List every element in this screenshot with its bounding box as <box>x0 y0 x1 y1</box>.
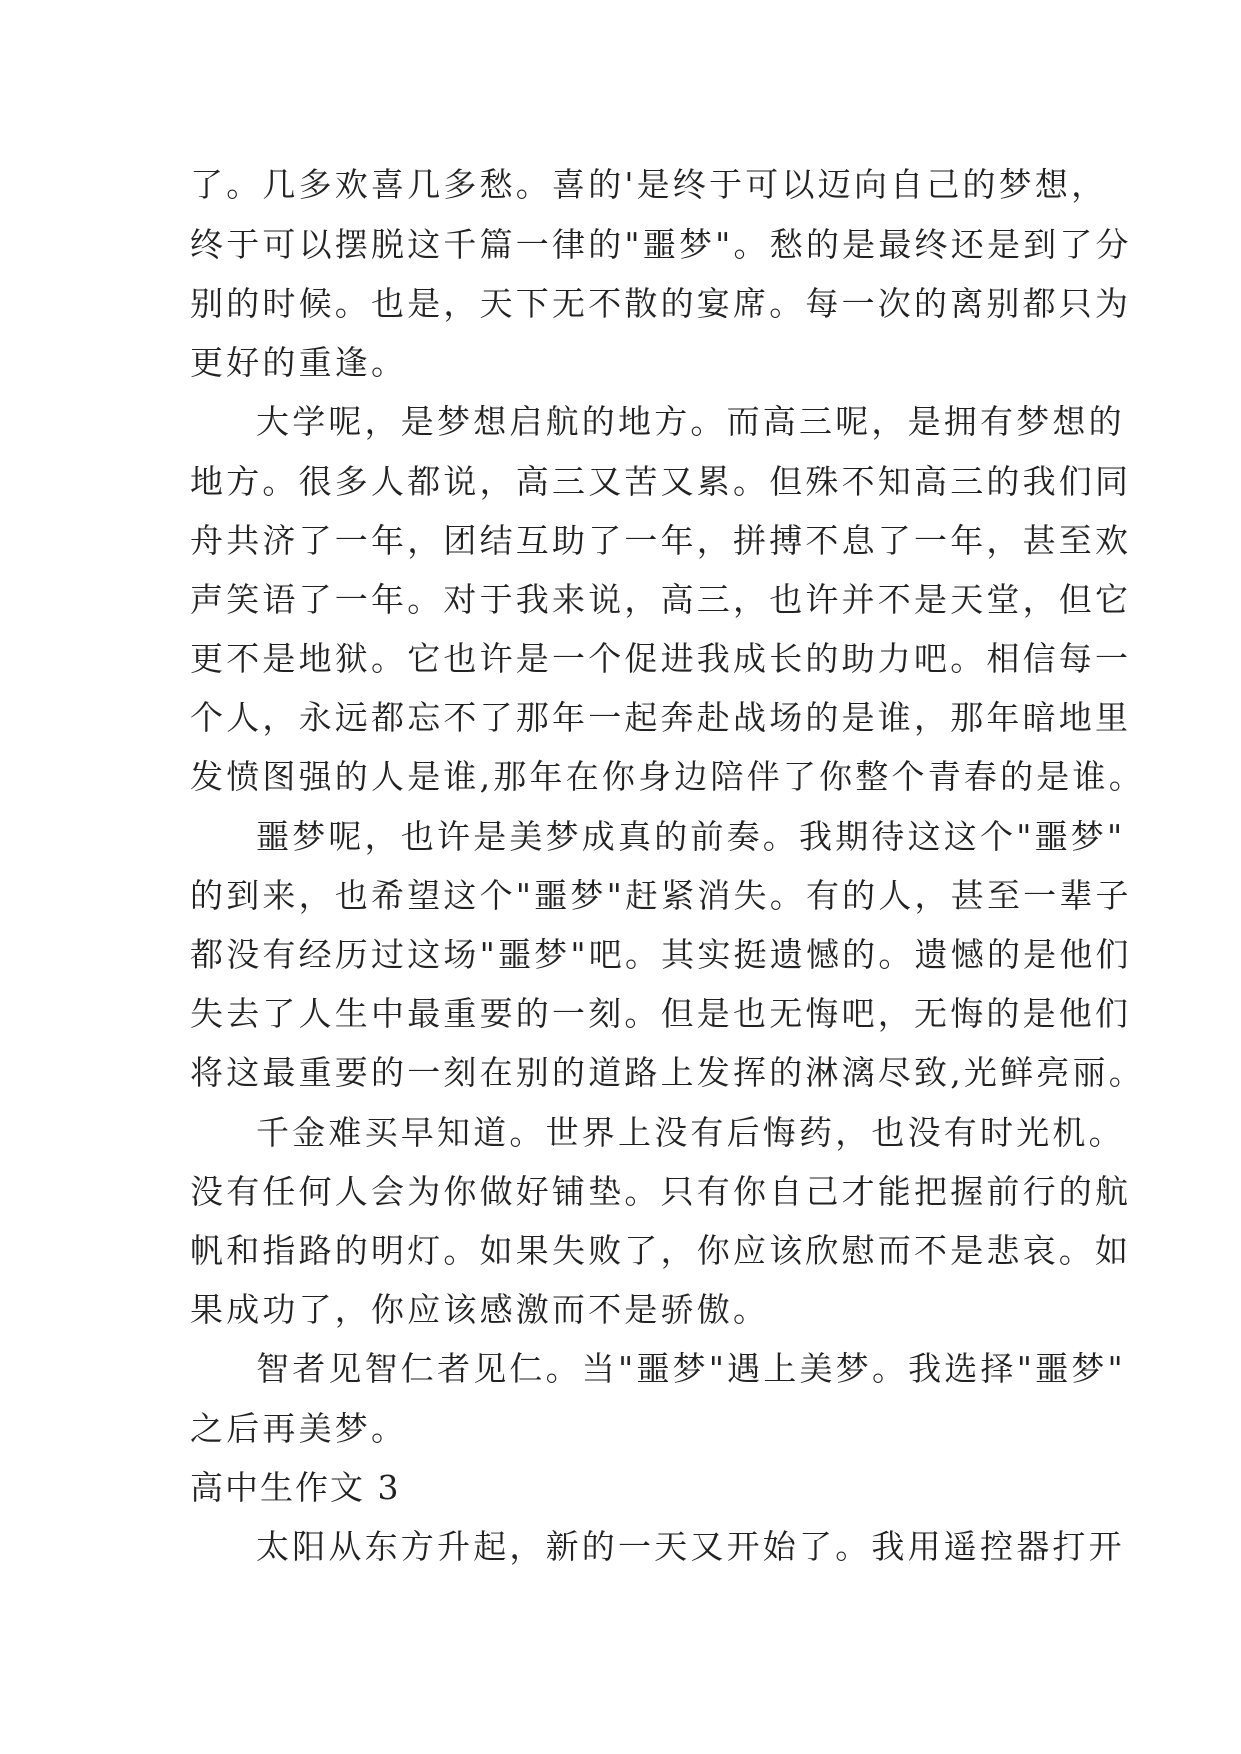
text-line: 将这最重要的一刻在别的道路上发挥的淋漓尽致,光鲜亮丽。 <box>190 1053 1145 1092</box>
text-line: 终于可以摆脱这千篇一律的"噩梦"。愁的是最终还是到了分 <box>190 225 1132 264</box>
text-line: 之后再美梦。 <box>190 1409 408 1448</box>
paragraph-start-line: 千金难买早知道。世界上没有后悔药，也没有时光机。 <box>256 1113 1125 1152</box>
text-line: 失去了人生中最重要的一刻。但是也无悔吧，无悔的是他们 <box>190 994 1132 1033</box>
text-line: 帆和指路的明灯。如果失败了，你应该欣慰而不是悲哀。如 <box>190 1231 1132 1270</box>
paragraph-start-line: 大学呢，是梦想启航的地方。而高三呢，是拥有梦想的 <box>256 402 1125 441</box>
text-line: 都没有经历过这场"噩梦"吧。其实挺遗憾的。遗憾的是他们 <box>190 935 1132 974</box>
paragraph-start-line: 噩梦呢，也许是美梦成真的前奏。我期待这这个"噩梦" <box>256 817 1126 856</box>
paragraph-start-line: 智者见智仁者见仁。当"噩梦"遇上美梦。我选择"噩梦" <box>256 1349 1126 1388</box>
text-line: 更好的重逢。 <box>190 343 408 382</box>
section-heading: 高中生作文 3 <box>190 1468 401 1507</box>
text-line: 果成功了，你应该感激而不是骄傲。 <box>190 1290 770 1329</box>
text-line: 个人，永远都忘不了那年一起奔赴战场的是谁，那年暗地里 <box>190 698 1132 737</box>
text-line: 发愤图强的人是谁,那年在你身边陪伴了你整个青春的是谁。 <box>190 757 1145 796</box>
text-line: 别的时候。也是，天下无不散的宴席。每一次的离别都只为 <box>190 284 1132 323</box>
text-line: 没有任何人会为你做好铺垫。只有你自己才能把握前行的航 <box>190 1172 1132 1211</box>
text-line: 更不是地狱。它也许是一个促进我成长的助力吧。相信每一 <box>190 639 1132 678</box>
text-line: 舟共济了一年，团结互助了一年，拼搏不息了一年，甚至欢 <box>190 521 1132 560</box>
text-line: 地方。很多人都说，高三又苦又累。但殊不知高三的我们同 <box>190 462 1132 501</box>
paragraph-start-line: 太阳从东方升起，新的一天又开始了。我用遥控器打开 <box>256 1527 1125 1566</box>
text-line: 了。几多欢喜几多愁。喜的'是终于可以迈向自己的梦想， <box>190 165 1108 204</box>
text-line: 声笑语了一年。对于我来说，高三，也许并不是天堂，但它 <box>190 580 1132 619</box>
text-line: 的到来，也希望这个"噩梦"赶紧消失。有的人，甚至一辈子 <box>190 876 1132 915</box>
